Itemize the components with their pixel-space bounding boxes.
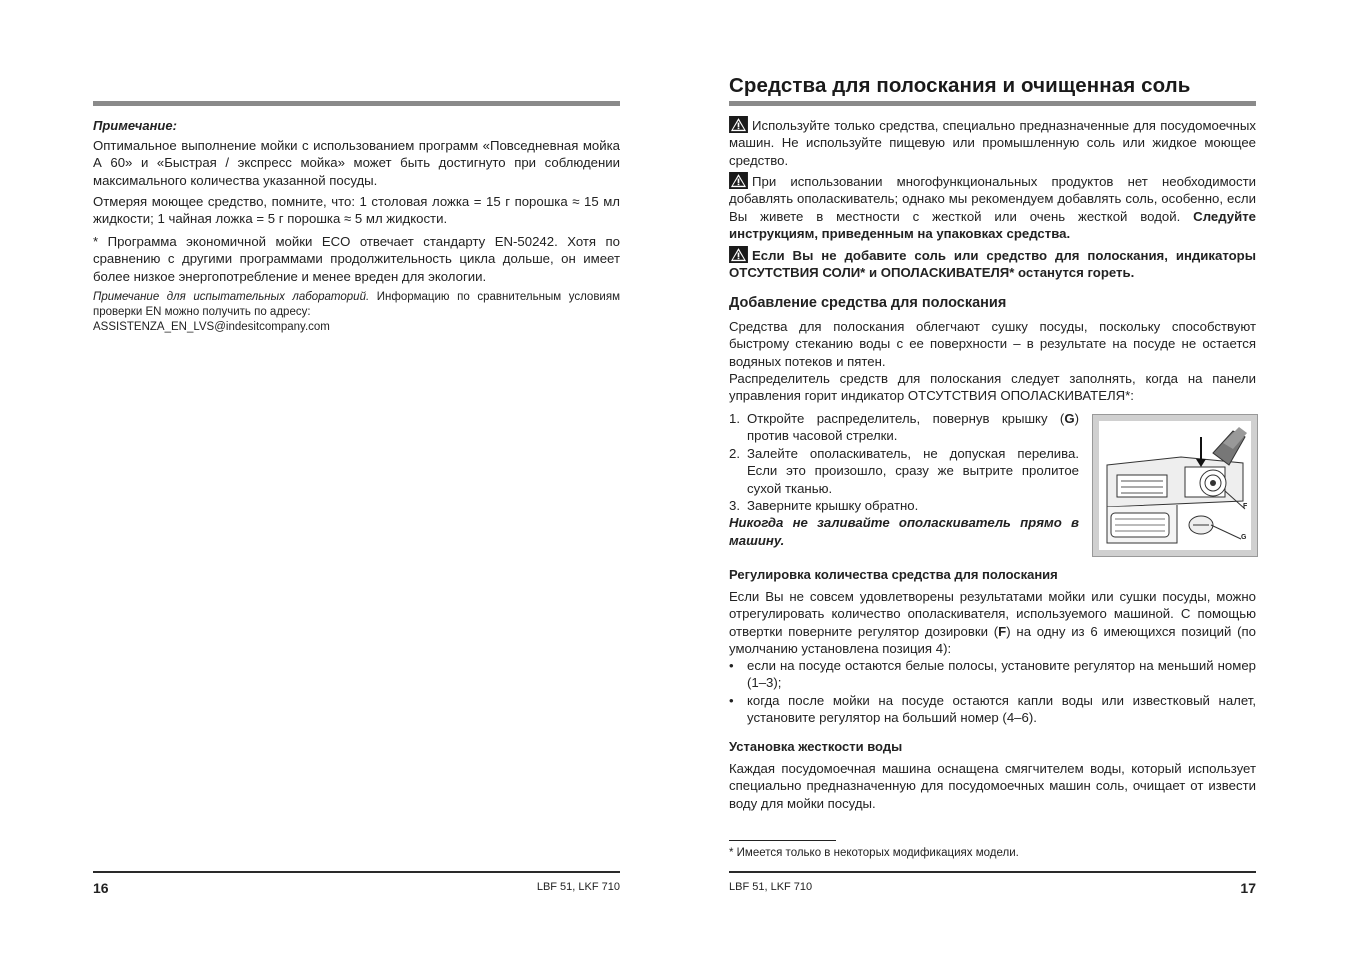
step-text: Заверните крышку обратно. bbox=[747, 498, 919, 514]
bullet-mark: • bbox=[729, 692, 734, 708]
section-hardness-p: Каждая посудомоечная машина оснащена смягчителем воды, который использует специально предназначенную для посудомоечных машин соль, очищает от извести воду для мойки посуды. bbox=[729, 761, 1256, 811]
bullet-text: когда после мойки на посуде остаются капли воды или известковый налет, установите регулятор на больший номер (4–6). bbox=[747, 692, 1256, 726]
warning-1-text: Используйте только средства, специально предназначенные для посудомоечных машин. Не используйте пищевую или промышленную соль или жидкое моющее средство. bbox=[729, 118, 1256, 168]
warning-3-text: Если Вы не добавите соль или средство для полоскания, индикаторы ОТСУТСТВИЯ СОЛИ* и ОПОЛАСКИВАТЕЛЯ* останутся гореть. bbox=[729, 248, 1256, 281]
section-rinse-p2: Распределитель средств для полоскания следует заполнять, когда на панели управления горит индикатор ОТСУТСТВИЯ ОПОЛАСКИВАТЕЛЯ*: bbox=[729, 371, 1256, 404]
lab-note-text: Информацию по сравнительным условиям проверки EN можно получить по адресу: bbox=[93, 291, 620, 318]
page-title: Средства для полоскания и очищенная соль bbox=[729, 74, 1191, 97]
warning-3 bbox=[729, 246, 1256, 282]
step-item bbox=[729, 445, 1079, 497]
warning-2-bold: Следуйте инструкциям, приведенным на упаковках средства. bbox=[729, 208, 1256, 242]
bullet-list bbox=[729, 657, 1256, 727]
bullet-mark: • bbox=[729, 658, 734, 673]
section-adjust-text-b: ) на одну из 6 имеющихся позиций (по умолчанию установлена позиция 4): bbox=[729, 623, 1257, 657]
step-text: Откройте распределитель, повернув крышку ( bbox=[747, 411, 1065, 426]
left-page bbox=[93, 0, 620, 954]
paragraph-dosage: Отмеряя моющее средство, помните, что: 1 столовая ложка = 15 г порошка ≈ 15 мл жидкости; 1 чайная ложка = 5 г порошка ≈ 5 мл жидкости. bbox=[93, 194, 620, 227]
warning-1 bbox=[729, 116, 1256, 169]
never-pour-warning: Никогда не заливайте ополаскиватель прямо в машину. bbox=[729, 515, 1079, 548]
section-adjust-bold: F bbox=[998, 623, 1007, 639]
footnote: * Имеется только в некоторых модификациях модели. bbox=[729, 847, 1019, 859]
bullet-text: если на посуде остаются белые полосы, установите регулятор на меньший номер (1–3); bbox=[747, 658, 1256, 691]
footer-rule bbox=[93, 871, 620, 873]
right-page bbox=[729, 0, 1256, 954]
warning-triangle-icon bbox=[729, 172, 748, 189]
lab-note bbox=[93, 290, 620, 335]
page-number: 16 bbox=[93, 880, 109, 896]
step-item bbox=[729, 497, 1079, 514]
footer-rule bbox=[729, 871, 1256, 873]
title-rule bbox=[729, 101, 1256, 106]
section-rinse-heading: Добавление средства для полоскания bbox=[729, 295, 1007, 311]
section-rinse-p1: Средства для полоскания облегчают сушку посуды, поскольку способствуют быстрому стеканию воды с ее поверхности – в результате на посуде не остается водяных потеков и пятен. bbox=[729, 319, 1256, 369]
page-number: 17 bbox=[1240, 880, 1256, 896]
paragraph-optimal-wash: Оптимальное выполнение мойки с использованием программ «Повседневная мойка А 60» и «Быстрая / экспресс мойка» может быть достигнуто при соблюдении максимального количества указанной посуды. bbox=[93, 138, 620, 188]
dispenser-figure bbox=[1092, 414, 1258, 557]
note-heading: Примечание: bbox=[93, 118, 177, 133]
lab-note-title: Примечание для испытательных лабораторий. bbox=[93, 291, 370, 303]
bullet-item bbox=[729, 657, 1256, 692]
step-text-end: ) против часовой стрелки. bbox=[747, 411, 1079, 444]
warning-2 bbox=[729, 172, 1256, 243]
model-label: LBF 51, LKF 710 bbox=[536, 881, 620, 893]
steps-list bbox=[729, 410, 1079, 549]
warning-triangle-icon bbox=[729, 116, 748, 133]
step-number: 3. bbox=[729, 498, 740, 514]
step-text: Залейте ополаскиватель, не допуская перелива. Если это произошло, сразу же вытрите пролитое сухой тканью. bbox=[747, 445, 1079, 496]
dispenser-illustration bbox=[1093, 415, 1257, 556]
step-number: 2. bbox=[729, 445, 740, 461]
model-label: LBF 51, LKF 710 bbox=[729, 881, 813, 893]
step-number: 1. bbox=[729, 411, 740, 426]
footnote-rule bbox=[729, 840, 836, 841]
warning-triangle-icon bbox=[729, 246, 748, 263]
figure-label-g: G bbox=[1241, 534, 1247, 541]
step-item bbox=[729, 410, 1079, 445]
paragraph-eco: * Программа экономичной мойки ECO отвечает стандарту EN-50242. Хотя по сравнению с другими программами продолжительность цикла дольше, он имеет более низкое энергопотребление и менее вреден для экологии. bbox=[93, 234, 620, 284]
section-adjust-p1 bbox=[729, 588, 1256, 658]
section-adjust-text-a: Если Вы не совсем удовлетворены результатами мойки или сушки посуды, можно отрегулировать количество ополаскивателя, используемого машиной. С помощью отвертки поверните регулятор дозировки ( bbox=[729, 589, 1256, 639]
lab-email: ASSISTENZA_EN_LVS@indesitcompany.com bbox=[93, 321, 330, 333]
warning-2-text: При использовании многофункциональных продуктов нет необходимости добавлять ополаскиватель; однако мы рекомендуем добавлять соль, особенно, если Вы живете в местности с жесткой или очень жесткой водой. bbox=[729, 174, 1256, 224]
section-hardness-heading: Установка жесткости воды bbox=[729, 739, 903, 754]
top-rule bbox=[93, 101, 620, 106]
section-adjust-heading: Регулировка количества средства для полоскания bbox=[729, 567, 1058, 582]
step-bold: G bbox=[1064, 411, 1075, 426]
figure-label-f: F bbox=[1243, 503, 1248, 510]
bullet-item bbox=[729, 692, 1256, 727]
